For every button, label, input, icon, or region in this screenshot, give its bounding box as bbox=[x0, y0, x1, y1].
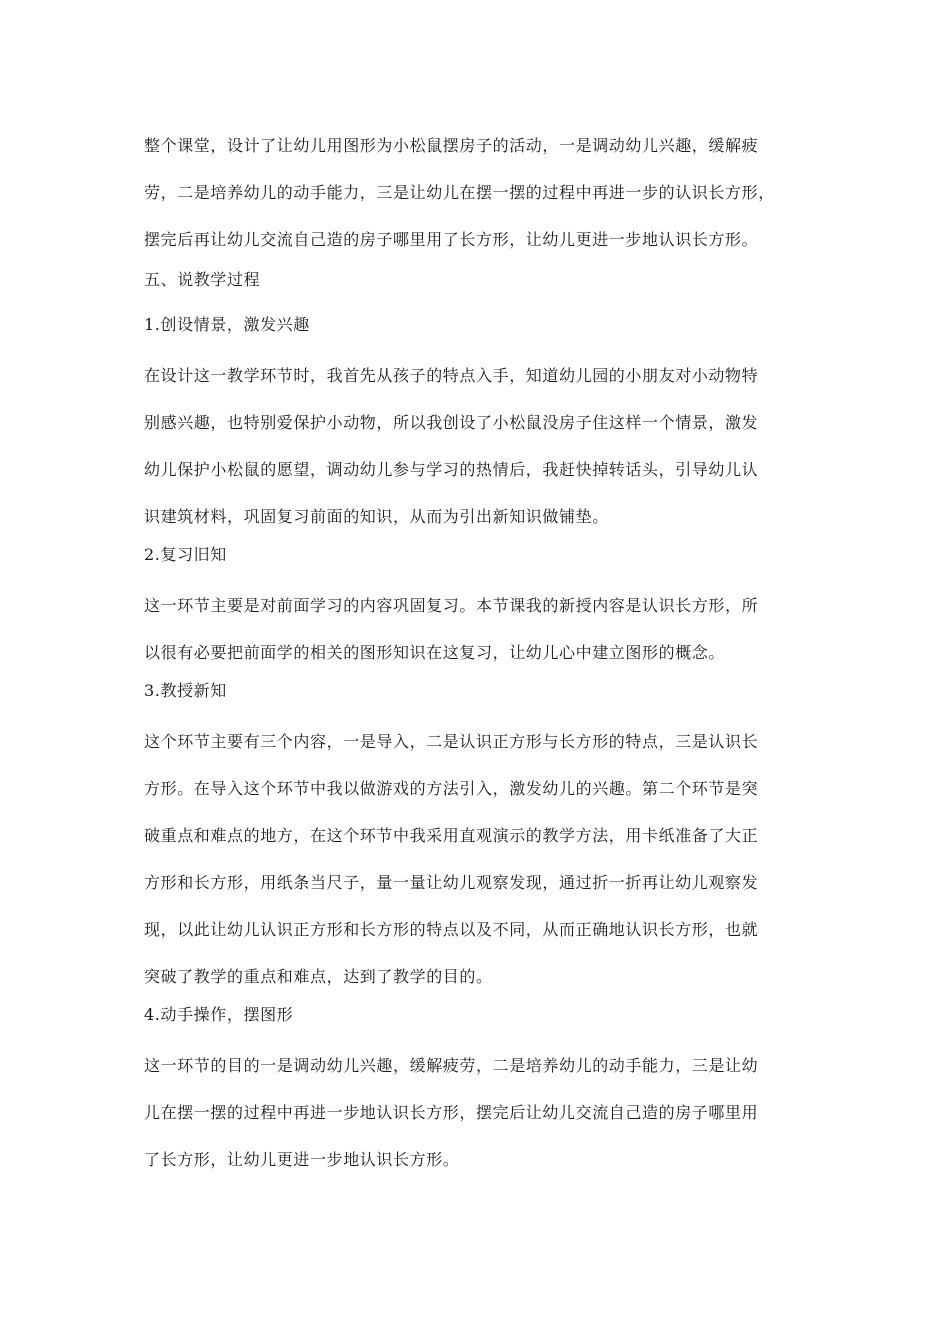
text-line: 这一环节主要是对前面学习的内容巩固复习。本节课我的新授内容是认识长方形，所 bbox=[144, 596, 759, 615]
text-line: 以很有必要把前面学的相关的图形知识在这复习，让幼儿心中建立图形的概念。 bbox=[144, 643, 726, 662]
text-line: 方形和长方形，用纸条当尺子，量一量让幼儿观察发现，通过折一折再让幼儿观察发 bbox=[144, 873, 759, 892]
paragraph-step-2 bbox=[144, 582, 806, 676]
text-line: 识建筑材料，巩固复习前面的知识，从而为引出新知识做铺垫。 bbox=[144, 507, 609, 526]
text-line: 现，以此让幼儿认识正方形和长方形的特点以及不同，从而正确地认识长方形，也就 bbox=[144, 920, 759, 939]
subsection-heading-3: 3.教授新知 bbox=[144, 681, 227, 700]
text-line: 劳，二是培养幼儿的动手能力，三是让幼儿在摆一摆的过程中再进一步的认识长方形， bbox=[144, 183, 775, 202]
paragraph-step-1 bbox=[144, 352, 806, 540]
text-line: 幼儿保护小松鼠的愿望，调动幼儿参与学习的热情后，我赶快掉转话头，引导幼儿认 bbox=[144, 460, 759, 479]
text-line: 整个课堂，设计了让幼儿用图形为小松鼠摆房子的活动，一是调动幼儿兴趣，缓解疲 bbox=[144, 136, 759, 155]
text-line: 了长方形，让幼儿更进一步地认识长方形。 bbox=[144, 1150, 460, 1169]
document-body bbox=[144, 122, 806, 1183]
subsection-heading-1: 1.创设情景，激发兴趣 bbox=[144, 315, 310, 334]
text-line: 儿在摆一摆的过程中再进一步地认识长方形，摆完后让幼儿交流自己造的房子哪里用 bbox=[144, 1103, 759, 1122]
subsection-heading-2: 2.复习旧知 bbox=[144, 545, 227, 564]
section-heading: 五、说教学过程 bbox=[144, 270, 261, 289]
paragraph-intro bbox=[144, 122, 806, 263]
text-line: 这一环节的目的一是调动幼儿兴趣，缓解疲劳，二是培养幼儿的动手能力，三是让幼 bbox=[144, 1056, 759, 1075]
paragraph-step-3 bbox=[144, 718, 806, 1000]
text-line: 摆完后再让幼儿交流自己造的房子哪里用了长方形，让幼儿更进一步地认识长方形。 bbox=[144, 230, 759, 249]
text-line: 方形。在导入这个环节中我以做游戏的方法引入，激发幼儿的兴趣。第二个环节是突 bbox=[144, 779, 759, 798]
text-line: 突破了教学的重点和难点，达到了教学的目的。 bbox=[144, 967, 493, 986]
subsection-heading-4: 4.动手操作，摆图形 bbox=[144, 1005, 294, 1024]
text-line: 这个环节主要有三个内容，一是导入，二是认识正方形与长方形的特点，三是认识长 bbox=[144, 732, 759, 751]
text-line: 在设计这一教学环节时，我首先从孩子的特点入手，知道幼儿园的小朋友对小动物特 bbox=[144, 366, 759, 385]
text-line: 别感兴趣，也特别爱保护小动物，所以我创设了小松鼠没房子住这样一个情景，激发 bbox=[144, 413, 759, 432]
paragraph-step-4 bbox=[144, 1042, 806, 1183]
text-line: 破重点和难点的地方，在这个环节中我采用直观演示的教学方法，用卡纸准备了大正 bbox=[144, 826, 759, 845]
